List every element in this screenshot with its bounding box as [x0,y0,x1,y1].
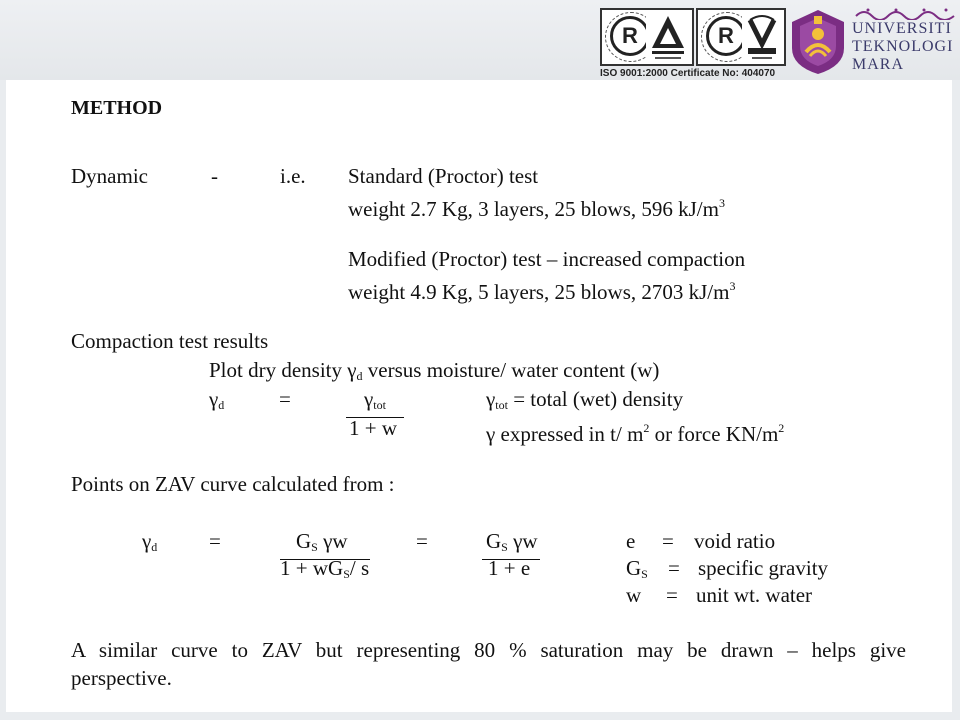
footer-line-1: A similar curve to ZAV but representing 80 % saturation may be drawn – helps give [71,638,906,662]
iso-certificate-text: ISO 9001:2000 Certificate No: 404070 [600,68,776,79]
sirim-cert-logo [646,8,694,66]
zav-title: Points on ZAV curve calculated from : [71,472,395,496]
legend-text-w: unit wt. water [696,583,813,607]
gamma-units-definition: γ expressed in t/ $m^2$ or force $KN/m^2$ [486,421,785,446]
zav-fraction2-denominator: 1 + e [488,556,531,580]
legend-symbol-w: w [626,583,642,607]
modified-test-detail: weight 4.9 Kg, 5 layers, 25 blows, 2703 $kJ/m^3$ [348,279,736,304]
legend-text-gs: specific gravity [698,556,829,580]
legend-eq-w: = [666,583,678,607]
registered-cert-logo-2: R [696,8,758,66]
legend-symbol-e: e [626,529,636,553]
ukas-cert-logo [742,8,786,66]
zav-fraction2-numerator: $G_S$ γw [482,529,540,560]
zav-gamma-d: $\gamma_d$ [142,529,158,554]
zav-equals-2: = [416,529,428,553]
header-logos [598,6,960,80]
dynamic-ie: i.e. [280,164,306,188]
fraction-numerator: $\gamma_{tot}$ [346,387,404,418]
legend-eq-e: = [662,529,674,553]
legend-symbol-gs: $G_S$ [626,556,648,581]
footer-line-2: perspective. [71,666,172,690]
registered-cert-logo: R [600,8,662,66]
equals-sign: = [279,387,291,411]
legend-eq-gs: = [668,556,680,580]
total-density-definition: $\gamma_{tot}$ = total (wet) density [486,387,684,412]
gamma-d-symbol: $\gamma_d$ [209,387,225,412]
zav-equals-1: = [209,529,221,553]
slide-page [6,80,952,712]
modified-test-title: Modified (Proctor) test – increased compaction [348,247,746,271]
dynamic-dash: - [211,164,218,188]
section-heading: METHOD [71,97,163,119]
legend-text-e: void ratio [694,529,776,553]
standard-test-title: Standard (Proctor) test [348,164,539,188]
dynamic-label: Dynamic [71,164,148,188]
compaction-title: Compaction test results [71,329,269,353]
zav-fraction1-numerator: $G_S$ γw [280,529,370,560]
jawi-script-logo [854,6,958,20]
fraction-denominator: 1 + w [349,416,398,440]
standard-test-detail: weight 2.7 Kg, 3 layers, 25 blows, 596 $kJ/m^3$ [348,196,725,221]
plot-instruction: Plot dry density $\gamma_d$ versus moisture/ water content (w) [209,358,660,383]
university-name: UNIVERSITI TEKNOLOGI MARA [852,20,954,73]
zav-fraction1-denominator: $1 + wG_S/$ s [280,556,370,581]
uitm-crest-icon [788,8,848,76]
